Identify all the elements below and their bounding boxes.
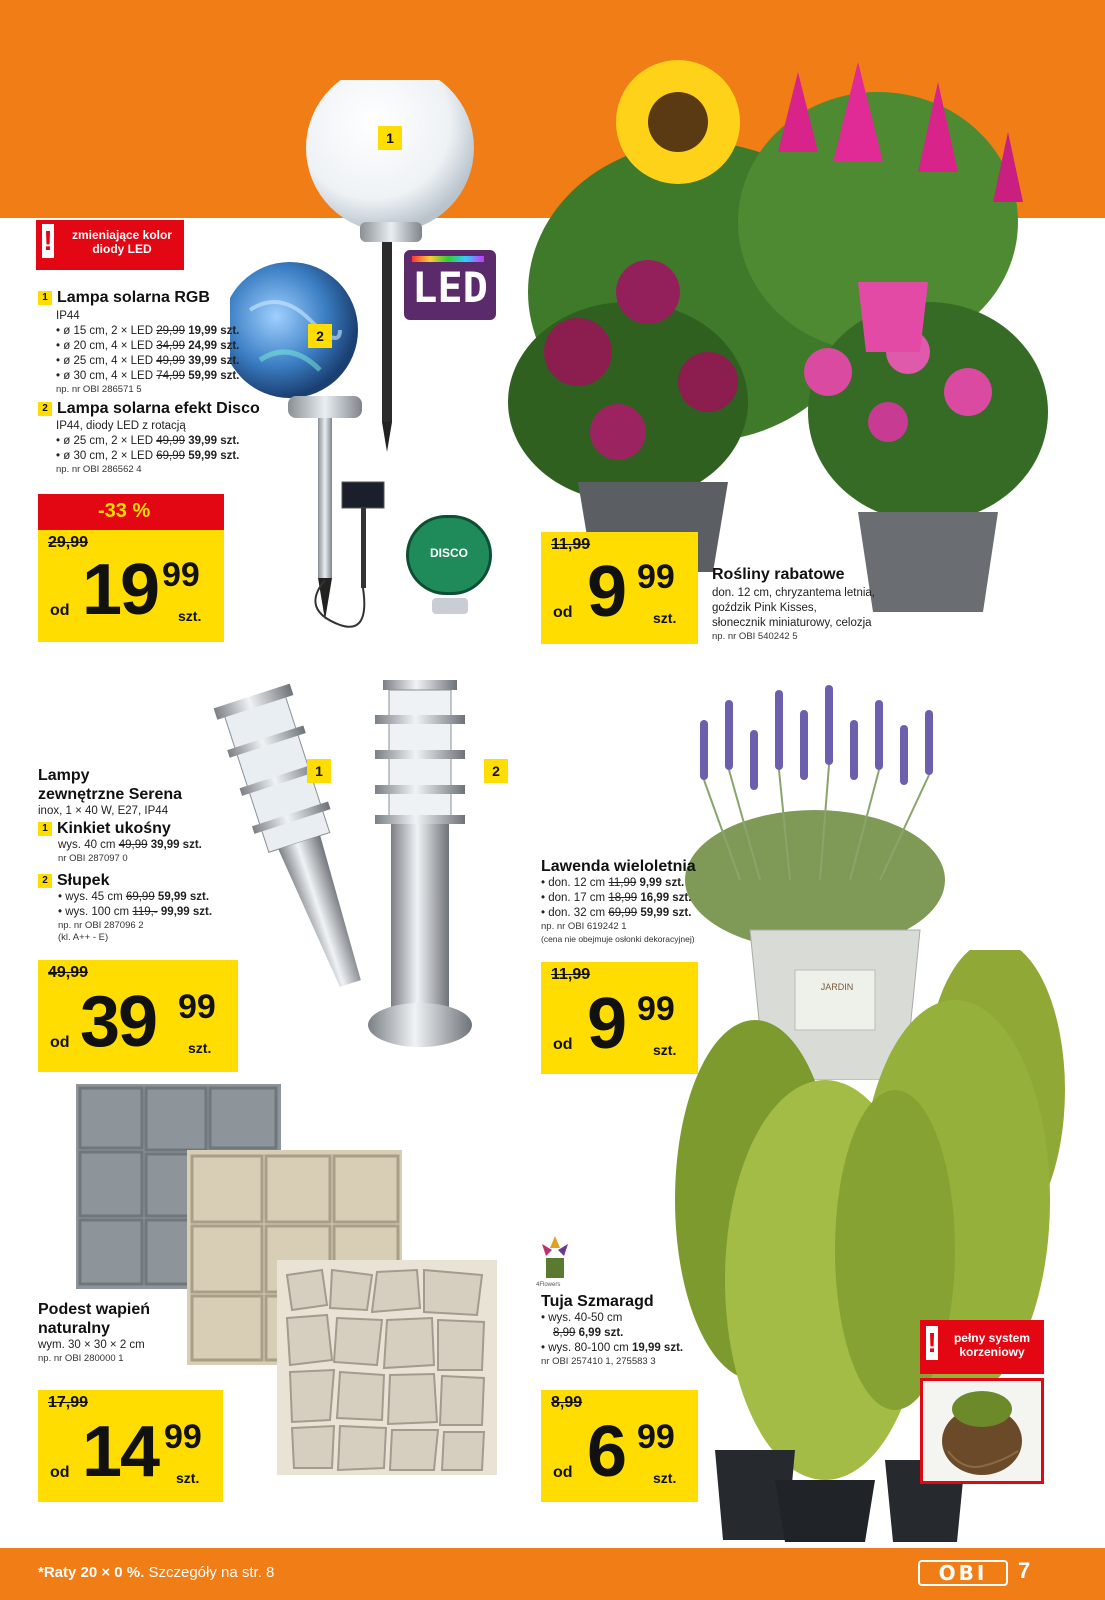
led-sign-text: LED	[412, 263, 488, 312]
footer-note: *Raty 20 × 0 %. Szczegóły na str. 8	[38, 1564, 275, 1581]
lamps-item2: 2 Słupek • wys. 45 cm 69,99 59,99 szt. • wys. 100 cm 119,- 99,99 szt. np. nr OBI 287096 2 (kl. A++ - E)	[38, 871, 278, 944]
photo-badge-1: 1	[378, 126, 402, 150]
disco-sign-text: DISCO	[429, 546, 468, 560]
root-ball-image	[923, 1381, 1041, 1481]
alert-root-system: ! pełny system korzeniowy	[920, 1320, 1044, 1374]
solar-item1: 1 Lampa solarna RGB IP44	[38, 288, 268, 324]
photo-badge-2: 2	[484, 759, 508, 783]
root-ball-inset	[920, 1378, 1044, 1484]
price-box-plants: 11,99 od 9 99 szt.	[541, 532, 698, 644]
discount-band: -33 %	[38, 494, 224, 530]
4flowers-brand-text: 4Flowers	[536, 1282, 561, 1288]
item-number-badge: 2	[38, 874, 52, 888]
pot-label: JARDIN	[820, 982, 854, 992]
4flowers-logo	[538, 1234, 572, 1284]
solar-item2-rows: IP44, diody LED z rotacją • ø 25 cm, 2 × LED 49,99 39,99 szt. • ø 30 cm, 2 × LED 69,99 59,99 szt. np. nr OBI 286562 4	[56, 420, 240, 475]
lamps-item1: 1 Kinkiet ukośny wys. 40 cm 49,99 39,99 szt. nr OBI 287097 0	[38, 819, 278, 865]
lamps-info: Lampy zewnętrzne Serena inox, 1 × 40 W, E27, IP44	[38, 767, 183, 817]
price-box-solar: 29,99 od 19 99 szt.	[38, 530, 224, 642]
plants-info: Rośliny rabatowe don. 12 cm, chryzantema letnia, goździk Pink Kisses, słonecznik miniaturowy, celozja np. nr OBI 540242 5	[712, 566, 875, 642]
solar-item1-rows: • ø 15 cm, 2 × LED 29,99 19,99 szt. • ø 20 cm, 4 × LED 34,99 24,99 szt. • ø 25 cm, 4 × LED 49,99 39,99 szt. • ø 30 cm, 4 × LED 74,99 59,99 szt. np. nr OBI 286571 5	[56, 325, 240, 395]
photo-badge-2: 2	[308, 324, 332, 348]
alert-led-color: ! zmieniające kolor diody LED	[36, 220, 184, 270]
photo-badge-1: 1	[307, 759, 331, 783]
obi-logo: OBI	[918, 1560, 1008, 1586]
exclamation-icon: !	[43, 225, 53, 256]
tiles-info: Podest wapień naturalny wym. 30 × 30 × 2 cm np. nr OBI 280000 1	[38, 1301, 151, 1364]
solar-item2: 2 Lampa solarna efekt Disco	[38, 399, 268, 418]
price-box-thuja: 8,99 od 6 99 szt.	[541, 1390, 698, 1502]
lavender-info: Lawenda wieloletnia • don. 12 cm 11,99 9,99 szt. • don. 17 cm 18,99 16,99 szt. • don. 32 cm 69,99 59,99 szt. np. nr OBI 619242 1 (cena nie obejmuje osłonki dekoracyjnej)	[541, 858, 696, 944]
disco-lamp-base	[432, 598, 468, 614]
thuja-info: Tuja Szmaragd • wys. 40-50 cm 8,99 6,99 szt. • wys. 80-100 cm 19,99 szt. nr OBI 257410 1, 275583 3	[541, 1293, 684, 1367]
item-number-badge: 1	[38, 291, 52, 305]
led-sign	[404, 250, 496, 320]
item-number-badge: 2	[38, 402, 52, 416]
item-number-badge: 1	[38, 822, 52, 836]
price-box-lamps: 49,99 od 39 99 szt.	[38, 960, 238, 1072]
price-box-tiles: 17,99 od 14 99 szt.	[38, 1390, 223, 1502]
exclamation-icon: !	[927, 1327, 937, 1358]
flowers-photo	[498, 52, 1058, 612]
page-number: 7	[1018, 1558, 1031, 1583]
price-box-lavender: 11,99 od 9 99 szt.	[541, 962, 698, 1074]
disco-sign	[406, 515, 492, 595]
